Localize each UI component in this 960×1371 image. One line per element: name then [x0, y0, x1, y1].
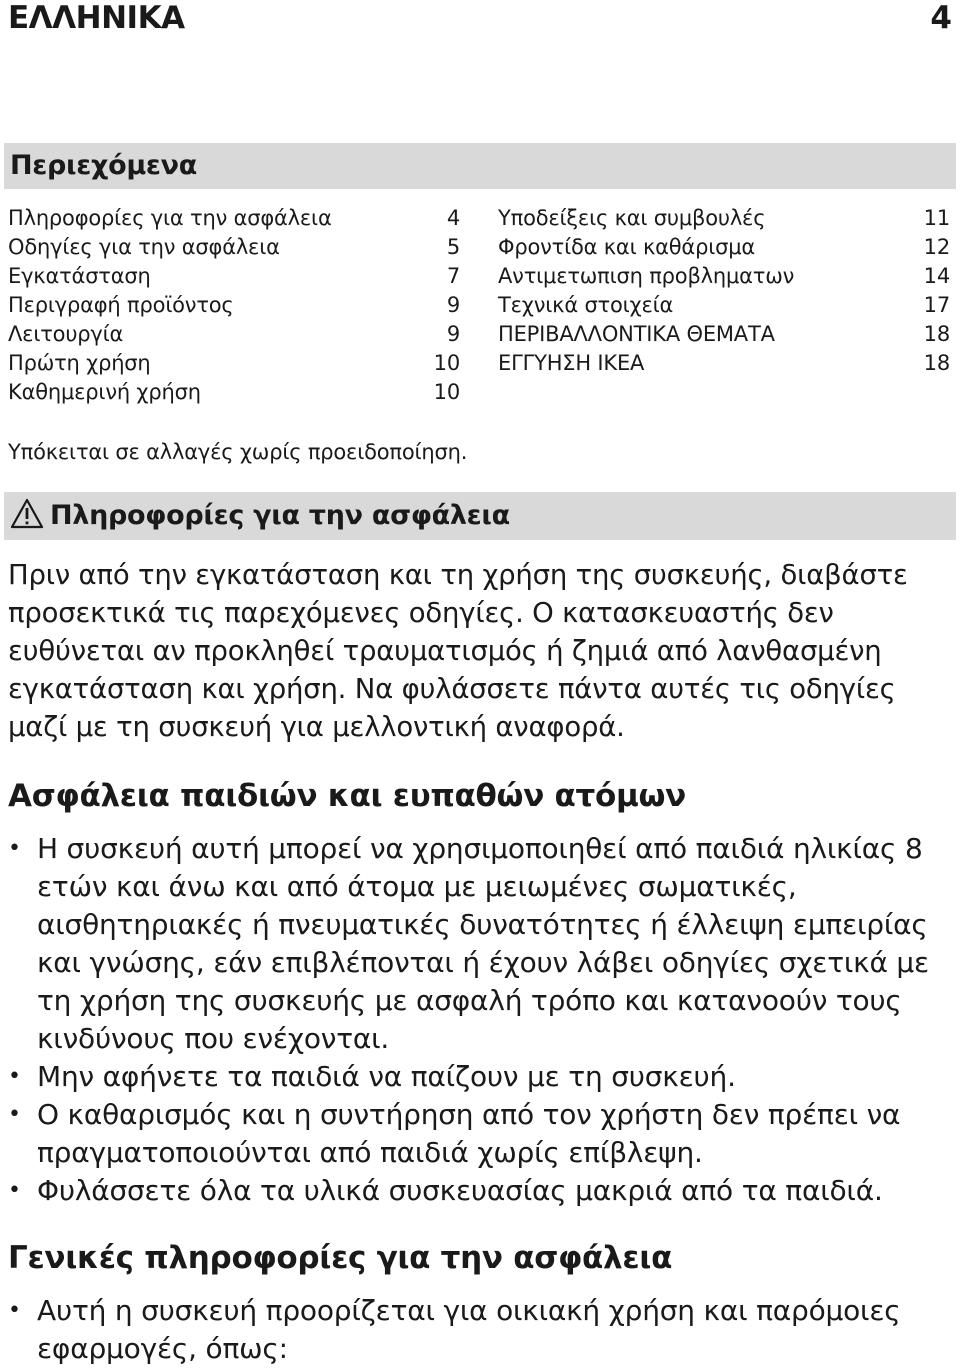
toc-entry[interactable]: [498, 291, 950, 320]
toc-entry-label: Τεχνικά στοιχεία: [498, 293, 674, 317]
toc-entry-label: Αντιμετωπιση προβληματων: [498, 264, 795, 288]
toc-title-band: [4, 143, 956, 189]
toc-entry-label: Φροντίδα και καθάρισμα: [498, 235, 756, 259]
general-safety-list: [8, 1292, 958, 1368]
toc-entry-page: 14: [923, 264, 950, 288]
toc-left-column: [8, 204, 460, 407]
toc-entry-label: Περιγραφή προϊόντος: [8, 293, 234, 317]
toc-entry-page: 5: [446, 235, 460, 259]
toc-entry[interactable]: [8, 320, 460, 349]
toc-entry[interactable]: [8, 262, 460, 291]
toc-entry[interactable]: [8, 233, 460, 262]
toc-entry-label: Υποδείξεις και συμβουλές: [498, 206, 766, 230]
toc-entry-label: Καθημερινή χρήση: [8, 380, 201, 404]
toc-entry[interactable]: [8, 291, 460, 320]
toc-entry-page: 10: [433, 380, 460, 404]
toc-entry-page: 4: [446, 206, 460, 230]
toc-entry-page: 12: [923, 235, 950, 259]
safety-title: Πληροφορίες για την ασφάλεια: [50, 500, 510, 531]
toc-entry[interactable]: [498, 233, 950, 262]
general-safety-heading: Γενικές πληροφορίες για την ασφάλεια: [8, 1240, 673, 1276]
toc-entry-page: 17: [923, 293, 950, 317]
toc-entry-page: 9: [446, 293, 460, 317]
toc-entry[interactable]: [498, 320, 950, 349]
toc-entry-page: 7: [446, 264, 460, 288]
safety-intro-paragraph: Πριν από την εγκατάσταση και τη χρήση της συσκευής, διαβάστε προσεκτικά τις παρεχόμενες οδηγίες. Ο κατασκευαστής δεν ευθύνεται αν προκληθεί τραυματισμός ή ζημιά από λανθασμένη εγκατάσταση και χρήση. Να φυλάσσετε πάντα αυτές τις οδηγίες μαζί με τη συσκευή για μελλοντική αναφορά.: [8, 559, 908, 743]
toc-entry[interactable]: [8, 349, 460, 378]
toc-entry-page: 10: [433, 351, 460, 375]
toc-entry-label: ΕΓΓΥΗΣΗ IKEA: [498, 351, 645, 375]
toc-entry-page: 18: [923, 322, 950, 346]
list-item: • Μην αφήνετε τα παιδιά να παίζουν με τη συσκευή.: [8, 1058, 958, 1096]
toc-right-column: [498, 204, 950, 378]
list-item: • Η συσκευή αυτή μπορεί να χρησιμοποιηθεί από παιδιά ηλικίας 8 ετών και άνω και από άτομα με μειωμένες σωματικές, αισθητηριακές ή πνευματικές δυνατότητες ή έλλειψη εμπειρίας και γνώσης, εάν επιβλέπονται ή έχουν λάβει οδηγίες σχετικά με τη χρήση της συσκευής με ασφαλή τρόπο και κατανοούν τους κινδύνους που ενέχονται.: [8, 830, 958, 1058]
toc-title: Περιεχόμενα: [10, 150, 198, 181]
toc-entry-label: Λειτουργία: [8, 322, 124, 346]
list-item: • Φυλάσσετε όλα τα υλικά συσκευασίας μακριά από τα παιδιά.: [8, 1172, 958, 1210]
toc-entry[interactable]: [498, 349, 950, 378]
change-notice: Υπόκειται σε αλλαγές χωρίς προειδοποίηση.: [8, 440, 468, 464]
list-item: • Ο καθαρισμός και η συντήρηση από τον χρήστη δεν πρέπει να πραγματοποιούνται από παιδιά χωρίς επίβλεψη.: [8, 1096, 958, 1172]
toc-entry[interactable]: [498, 204, 950, 233]
toc-entry[interactable]: [498, 262, 950, 291]
toc-entry-label: Εγκατάσταση: [8, 264, 151, 288]
child-safety-heading: Ασφάλεια παιδιών και ευπαθών ατόμων: [8, 778, 686, 814]
toc-entry[interactable]: [8, 204, 460, 233]
toc-entry-page: 18: [923, 351, 950, 375]
toc-entry-label: Πρώτη χρήση: [8, 351, 151, 375]
toc-entry-label: ΠΕΡΙΒΑΛΛΟΝΤΙΚΑ ΘΕΜΑΤΑ: [498, 322, 775, 346]
toc-entry-page: 9: [446, 322, 460, 346]
toc-entry-label: Οδηγίες για την ασφάλεια: [8, 235, 280, 259]
list-item: • Αυτή η συσκευή προορίζεται για οικιακή χρήση και παρόμοιες εφαρμογές, όπως:: [8, 1292, 958, 1368]
toc-entry-page: 11: [923, 206, 950, 230]
page-number: 4: [930, 0, 952, 36]
language-header: ΕΛΛΗΝΙΚΑ: [8, 0, 185, 36]
toc-entry[interactable]: [8, 378, 460, 407]
child-safety-list: [8, 830, 958, 1210]
safety-title-band: [4, 492, 956, 540]
toc-entry-label: Πληροφορίες για την ασφάλεια: [8, 206, 332, 230]
warning-triangle-icon: [10, 498, 44, 534]
